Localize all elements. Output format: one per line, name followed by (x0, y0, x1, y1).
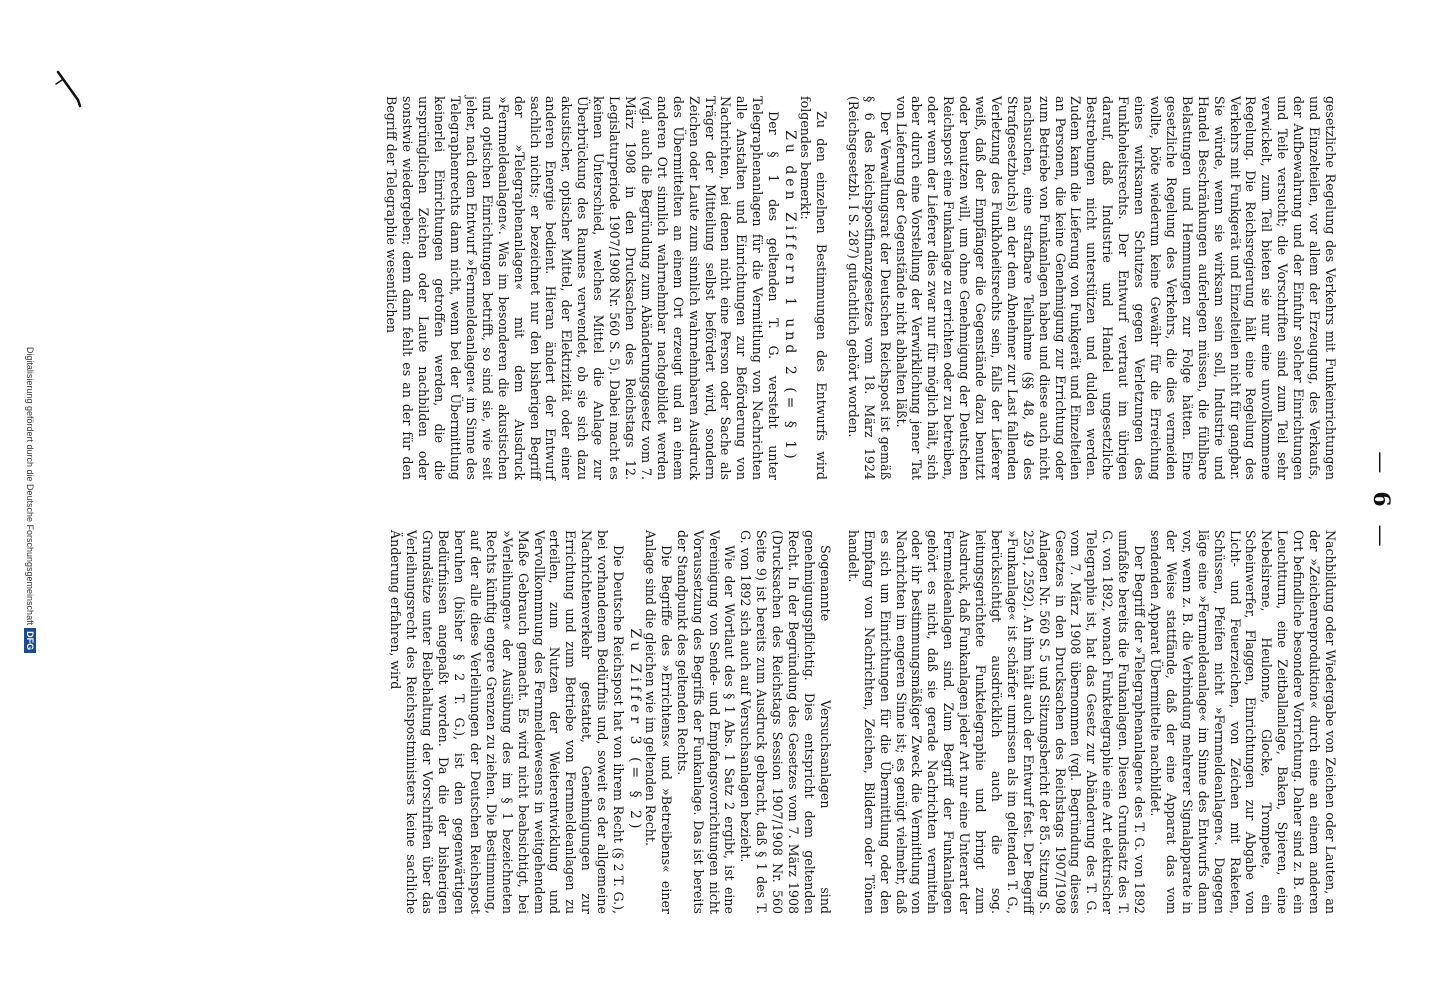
right-paragraph-5: Die Begriffe des »Errichtens« und »Betreibens« einer Anlage sind die gleichen wie im geltenden Recht. (642, 530, 674, 914)
dfg-logo: DFG (24, 628, 36, 653)
right-paragraph-6: Die Deutsche Reichspost hat von ihrem Recht (§ 2 T. G.), bei vorhandenem Bedürfnis und, soweit es der allgemeine Nachrichtenverkehr gestattet, Genehmigungen zur Errichtung und zum Betriebe von Fernmeldeanlagen zu erteilen, zum Nutzen der Weiterentwicklung und Vervollkommnung des Fernmeldewesens in weitgehendem Maße Gebrauch gemacht. Es wird nicht beabsichtigt, bei »Verleihungen« der Ausübung des im § 1 bezeichneten Rechts künftig engere Grenzen zu ziehen. Die Bestimmung, auf der alle diese Verleihungen der Deutschen Reichspost beruhen (bisher § 2 T. G.), ist den gegenwärtigen Bedürfnissen angepaßt worden. Da die der bisherigen Grundsätze unter Beibehaltung der Vorschriften über das Verleihungsrecht des Reichspostministers keine sachliche Änderung erfahren, wird (388, 530, 627, 914)
section-heading-ziffer-3: Zu Ziffer 3 (= § 2) (627, 628, 644, 833)
left-paragraph-1: gesetzliche Regelung des Verkehrs mit Funkeinrichtungen und Einzelteilen, vor allem der Erzeugung, des Verkaufs, der Aufbewahrung und der Einfuhr solcher Einrichtungen und Teile versucht; die Vorschriften sind zum Teil sehr verwickelt, zum Teil bieten sie nur eine unvollkommene Regelung. Die Reichsregierung hält eine Regelung des Verkehrs mit Funkgerät und Einzelteilen nicht für gangbar. Sie würde, wenn sie wirksam sein soll, Industrie und Handel Beschränkungen auferlegen müssen, die fühlbare Belastungen und Hemmungen zur Folge hätten. Eine gesetzliche Regelung des Verkehrs, die dies vermeiden wollte, böte wiederum keine Gewähr für die Erreichung eines wirksamen Schutzes gegen Verletzungen des Funkhoheitsrechts. Der Entwurf vertraut im übrigen darauf, daß Industrie und Handel ungesetzliche Bestrebungen nicht unterstützen und dulden werden. Zudem kann die Lieferung von Funkgerät und Einzelteilen an Personen, die keine Genehmigung zur Errichtung oder zum Betriebe von Funkanlagen haben und diese auch nicht nachsuchen, eine strafbare Teilnahme (§§ 48, 49 des Strafgesetzbuchs) an der dem Abnehmer zur Last fallenden Verletzung des Funkhoheitsrechts sein, falls der Lieferer weiß, daß der Empfänger die Gegenstände dazu benutzt oder benutzen will, um ohne Genehmigung der Deutschen Reichspost eine Funkanlage zu errichten oder zu betreiben, oder wenn der Lieferer dies zwar nur für möglich hält, sich aber durch eine Vorstellung der Verwirklichung jener Tat von Lieferung der Gegenstände nicht abhalten läßt. (893, 96, 1338, 480)
right-column (388, 530, 1338, 914)
left-column (384, 96, 1338, 480)
right-paragraph-1: Nachbildung oder Wiedergabe von Zeichen oder Lauten, an der »Zeichenreproduktion« durch eine an einem anderen Ort befindliche besondere Vorrichtung. Daher sind z. B. ein Leuchtturm, eine Zeitballanlage, Baken, Spieren, eine Nebelsirene, Heulonne, Glocke, Trompete, ein Scheinwerfer, Flaggen, Einrichtungen zur Abgabe von Licht- und Feuerzeichen, von Zeichen mit Raketen, Schüssen, Pfeifen nicht »Fernmeldeanlagen«. Dagegen läge eine »Fernmeldeanlage« im Sinne des Entwurfs dann vor, wenn z. B. die Verbindung mehrerer Signalapparate in der Weise stattfände, daß der eine Apparat das vom sendenden Apparat Übermittelte nachbildet. (1148, 530, 1338, 914)
right-paragraph-3: Sogenannte Versuchsanlagen sind genehmigungspflichtig. Dies entspricht dem geltenden Recht. In der Begründung des Gesetzes vom 7. März 1908 (Drucksachen des Reichstags Session 1907/1908 Nr. 560 Seite 9) ist bereits zum Ausdruck gebracht, daß § 1 des T. G. von 1892 sich auch auf Versuchsanlagen bezieht. (738, 530, 833, 914)
section-heading-ziffern-1-2: Zu den Ziffern 1 und 2 (= § 1) (782, 130, 799, 463)
left-paragraph-4: Der § 1 des geltenden T. G. versteht unter Telegraphenanlagen für die Vermittlung von Nachrichten alle Anstalten und Einrichtungen zur Beförderung von Nachrichten, bei denen nicht eine Person oder Sache als Träger der Mitteilung selbst befördert wird, sondern Zeichen oder Laute zum sinnlich wahrnehmbaren Ausdruck des Übermittelten an einem Ort erzeugt und an einem anderen Ort sinnlich wahrnehmbar nachgebildet werden (vgl. auch die Begründung zum Abänderungsgesetz vom 7. März 1908 in den Drucksachen des Reichstags 12. Legislaturperiode 1907/1908 Nr. 560 S. 5). Dabei macht es keinen Unterschied, welches Mittel die Anlage zur Überbrückung des Raumes verwendet, ob sie sich dazu akustischer, optischer Mittel, der Elektrizität oder einer anderen Energie bedient. Hieran ändert der Entwurf sachlich nichts; er bezeichnet nur den bisherigen Begriff der »Telegraphenanlagen« mit dem Ausdruck »Fernmeldeanlagen«. Was im besonderen die akustischen und optischen Einrichtungen betrifft, so sind sie, wie seit jeher, nach dem Entwurf »Fernmeldeanlagen« im Sinne des Telegraphenrechts dann nicht, wenn bei der Übermittlung keinerlei Einrichtungen getroffen werden, die die ursprünglichen Zeichen oder Laute nachbilden oder sonstwie wiedergeben; denn dann fehlt es an der für den Begriff der Telegraphie wesentlichen (384, 96, 782, 480)
right-paragraph-4: Wie der Wortlaut des § 1 Abs. 1 Satz 2 ergibt, ist eine Vereinigung von Sende- und Empfangsvorrichtungen nicht Voraussetzung des Begriffs der Funkanlage. Das ist bereits der Standpunkt des geltenden Rechts. (674, 530, 738, 914)
right-paragraph-2: Der Begriff der »Telegraphenanlagen« des T. G. von 1892 umfaßte bereits die Funkanlagen. Diesen Grundsatz des T. G. von 1892, wonach Funktelegraphie eine Art elektrischer Telegraphie ist, hat das Gesetz zur Abänderung des T. G. vom 7. März 1908 übernommen (vgl. Begründung dieses Gesetzes in den Drucksachen des Reichstags 1907/1908 Anlagen Nr. 560 S. 5 und Sitzungsbericht der 85. Sitzung S. 2591, 2592). An ihm hält auch der Entwurf fest. Der Begriff »Funkanlage« ist schärfer umrissen als im geltenden T. G., berücksichtigt ausdrücklich auch die sog. leitungsgerichtete Funktelegraphie und bringt zum Ausdruck, daß Funkanlagen jeder Art nur eine Unterart der Fernmeldeanlagen sind. Zum Begriff der Funkanlagen gehört es nicht, daß sie gerade Nachrichten vermitteln oder ihr bestimmungsmäßiger Zweck die Vermittlung von Nachrichten im engeren Sinne ist; es genügt vielmehr, daß es sich um Einrichtungen für die Übermittlung oder den Empfang von Nachrichten, Zeichen, Bildern oder Tönen handelt. (845, 530, 1148, 914)
footer-text: Digitalisierung gefördert durch die Deutsche Forschungsgemeinschaft (25, 346, 35, 626)
left-paragraph-3: Zu den einzelnen Bestimmungen des Entwurfs wird folgendes bemerkt: (798, 96, 829, 480)
page-number: —6— (1368, 451, 1394, 549)
left-paragraph-2: Der Verwaltungsrat der Deutschen Reichspost ist gemäß § 6 des Reichspostfinanzgesetzes vom 18. März 1924 (Reichsgesetzbl. I S. 287) gutachtlich gehört worden. (845, 96, 893, 480)
pen-mark-icon (54, 70, 84, 110)
page-number-value: 6 (1368, 491, 1394, 509)
digitization-footer (24, 0, 36, 1000)
